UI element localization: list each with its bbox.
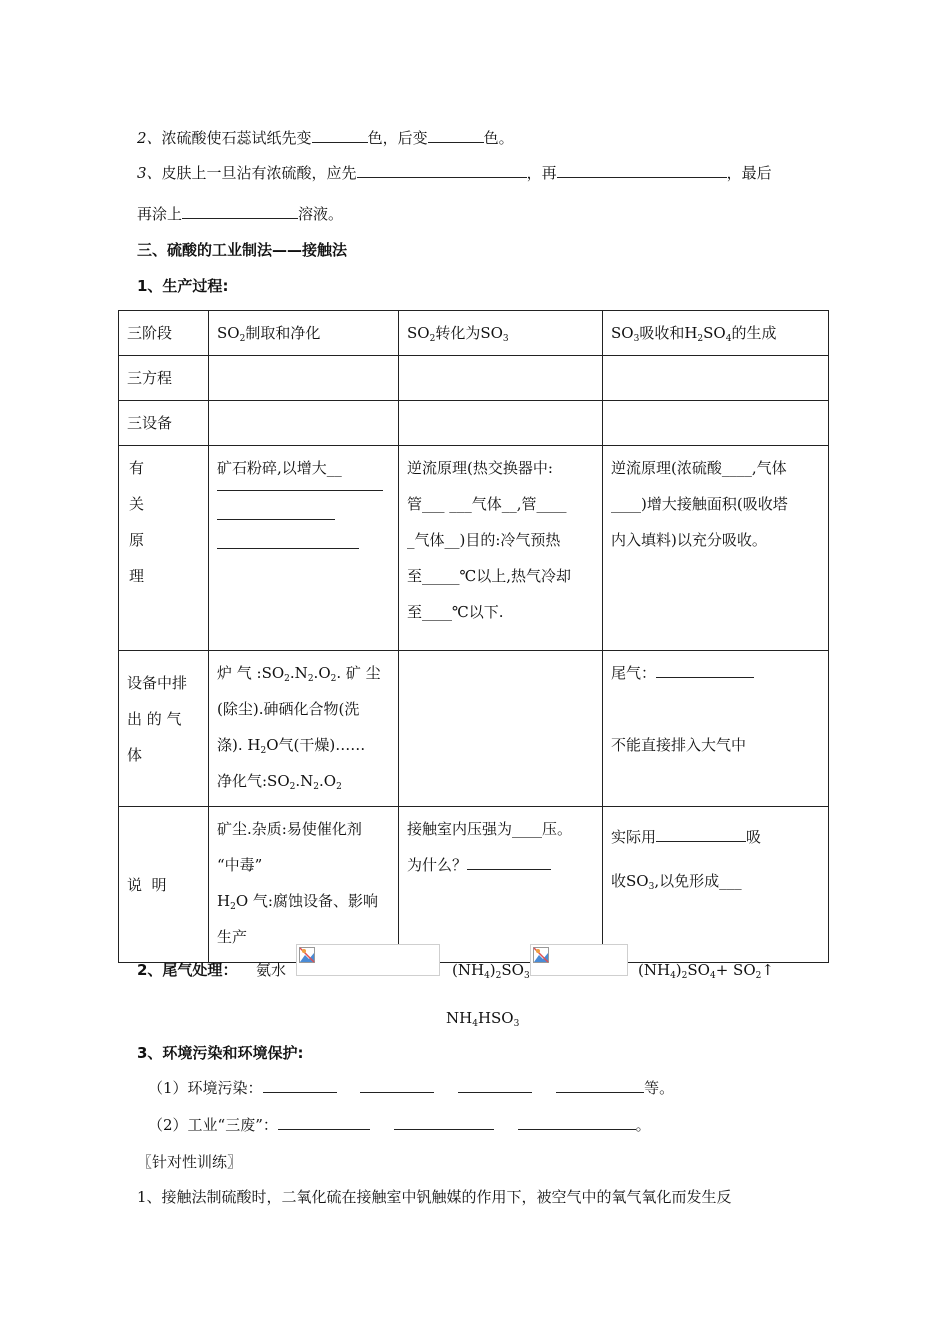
row-label-exhaust: 设备中排 出 的 气 体 <box>119 651 209 807</box>
row-label-equipment: 三设备 <box>119 401 209 446</box>
table-cell[interactable] <box>209 401 399 446</box>
question-3-text-a: 皮肤上一旦沾有浓硫酸，应先 <box>161 164 357 182</box>
blank[interactable] <box>360 1078 434 1093</box>
table-cell[interactable] <box>209 356 399 401</box>
tail-gas-title: 2、尾气处理： <box>137 961 238 979</box>
exhaust-cell-3: 尾气： 不能直接排入大气中 <box>603 651 829 807</box>
table-cell[interactable] <box>399 651 603 807</box>
blank[interactable] <box>263 1078 337 1093</box>
tail-gas-reagent: 氨水 <box>256 961 287 979</box>
tail-gas-product-1: $(NH_4)_2SO_3$ <box>452 961 530 981</box>
header-so2-prep: $SO_2$制取和净化 <box>209 311 399 356</box>
broken-image-icon <box>533 947 549 963</box>
question-2-number: 2、 <box>137 129 162 147</box>
blank[interactable] <box>458 1078 532 1093</box>
table-row-exhaust <box>119 651 829 807</box>
exhaust-cell-1: 炉 气 $:SO_2.N_2.O_2$. 矿 尘 (除尘).砷硒化合物(洗 涤). $H_2O$气(干燥)…… 净化气$:SO_2.N_2.O_2$ <box>209 651 399 807</box>
blank[interactable] <box>518 1115 636 1130</box>
table-row-equipment <box>119 401 829 446</box>
question-3 <box>137 163 772 183</box>
blank[interactable] <box>357 163 527 178</box>
blank[interactable] <box>428 128 484 143</box>
tail-gas-product-2: $(NH_4)_2SO_4+$ $SO_2↑$ <box>638 961 774 981</box>
blank[interactable] <box>312 128 368 143</box>
env-item-1: （1）环境污染： 等。 <box>148 1079 675 1097</box>
table-cell[interactable] <box>603 401 829 446</box>
training-question-1: 1、接触法制硫酸时，二氧化硫在接触室中钒触媒的作用下，被空气中的氧气氧化而发生反 <box>137 1188 732 1206</box>
header-so3-absorption: $SO_3$吸收和$H_2SO_4$的生成 <box>603 311 829 356</box>
question-2-text-c: 色。 <box>483 129 514 147</box>
row-label-equations: 三方程 <box>119 356 209 401</box>
question-3-number: 3、 <box>137 164 162 182</box>
blank[interactable] <box>556 1078 644 1093</box>
table-row-principle <box>119 446 829 651</box>
note-cell-2: 接触室内压强为____压。 为什么？ <box>399 807 603 963</box>
principle-cell-1: 矿石粉碎,以增大__ <box>209 446 399 651</box>
arrow-image-placeholder <box>530 944 628 976</box>
note-cell-3: 实际用 吸 收$SO_3$,以免形成___ <box>603 807 829 963</box>
blank[interactable] <box>656 663 754 678</box>
blank[interactable] <box>394 1115 494 1130</box>
table-cell[interactable] <box>399 401 603 446</box>
question-3-line2 <box>137 204 343 224</box>
principle-cell-3: 逆流原理(浓硫酸____,气体 ____)增大接触面积(吸收塔 内入填料)以充分吸收。 <box>603 446 829 651</box>
table-cell[interactable] <box>399 356 603 401</box>
blank[interactable] <box>217 501 335 520</box>
note-cell-1: 矿尘.杂质:易使催化剂 “中毒” $H_2O$ 气:腐蚀设备、影响 生产 <box>209 807 399 963</box>
question-2 <box>137 128 514 148</box>
header-so2-conversion: $SO_2$转化为$SO_3$ <box>399 311 603 356</box>
table-cell[interactable] <box>603 356 829 401</box>
question-3-text-e: 溶液。 <box>298 205 344 223</box>
arrow-image-placeholder <box>296 944 440 976</box>
env-title: 3、环境污染和环境保护: <box>137 1044 304 1062</box>
question-3-text-b: ，再 <box>526 164 557 182</box>
blank[interactable] <box>557 163 727 178</box>
process-table <box>118 310 829 963</box>
question-3-text-d: 再涂上 <box>137 205 183 223</box>
broken-image-icon <box>299 947 315 963</box>
question-3-text-c: ，最后 <box>726 164 772 182</box>
table-row-equations <box>119 356 829 401</box>
tail-gas-product-3: $NH_4HSO_3$ <box>446 1009 520 1029</box>
blank[interactable] <box>467 855 551 870</box>
process-title: 1、生产过程: <box>137 277 229 295</box>
blank[interactable] <box>278 1115 370 1130</box>
principle-cell-2: 逆流原理(热交换器中: 管___ ___气体__,管____ _气体__)目的:冷气预热 至_____℃以上,热气冷却 至____℃以下. <box>399 446 603 651</box>
row-label-principle: 有 关 原 理 <box>119 446 209 651</box>
header-stage: 三阶段 <box>119 311 209 356</box>
blank[interactable] <box>217 530 359 549</box>
row-label-note: 说 明 <box>119 807 209 963</box>
table-row-note <box>119 807 829 963</box>
env-item-2: （2）工业“三废”： 。 <box>148 1116 651 1134</box>
table-header-row <box>119 311 829 356</box>
section-3-title: 三、硫酸的工业制法——接触法 <box>137 241 348 259</box>
question-2-text-b: 色，后变 <box>367 129 428 147</box>
training-title: 〖针对性训练〗 <box>137 1153 243 1171</box>
question-2-text-a: 浓硫酸使石蕊试纸先变 <box>161 129 312 147</box>
blank[interactable] <box>182 204 298 219</box>
blank[interactable] <box>656 827 746 842</box>
